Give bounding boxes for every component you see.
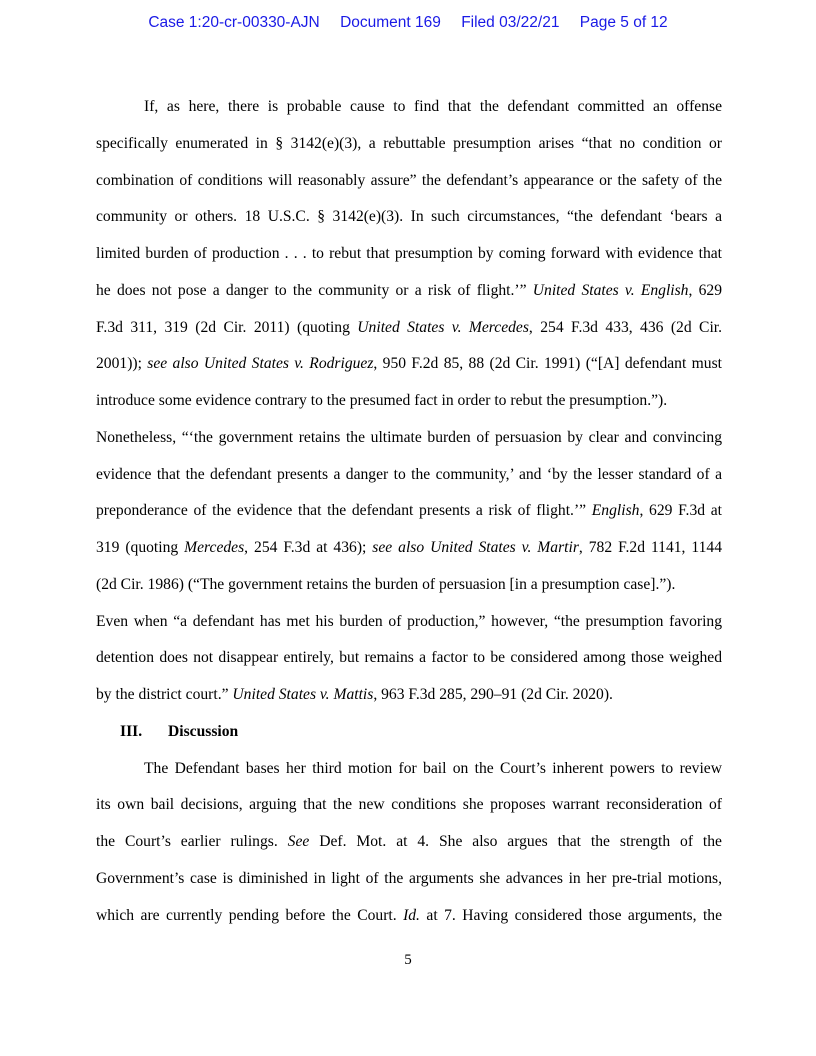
text-run: the Court’s earlier rulings. bbox=[96, 833, 288, 850]
text-run: , 950 F.2d 85, 88 (2d Cir. 1991) (“[A] defendant must bbox=[373, 355, 722, 373]
text-run: 2001)); bbox=[96, 355, 148, 373]
text-line: evidence that the defendant presents a danger to the community,’ and ‘by the lesser standard of a bbox=[96, 465, 722, 483]
section-heading bbox=[96, 714, 722, 751]
text-line bbox=[96, 530, 722, 567]
text-run: 319 (quoting bbox=[96, 539, 185, 556]
text-line: community or others. 18 U.S.C. § 3142(e)(3). In such circumstances, “the defendant ‘bears a bbox=[96, 208, 722, 226]
case-header bbox=[0, 14, 816, 32]
text-run: which are currently pending before the Court. bbox=[96, 906, 404, 924]
text-run: , 782 F.2d 1141, 1144 bbox=[578, 539, 723, 556]
filed-date: Filed 03/22/21 bbox=[461, 14, 560, 31]
text-run: Def. Mot. at 4. She also argues that the strength of the bbox=[309, 833, 722, 850]
text-line: specifically enumerated in § 3142(e)(3), a rebuttable presumption arises “that no condition or bbox=[96, 134, 722, 152]
document-body bbox=[96, 89, 722, 934]
text-line: Government’s case is diminished in light of the arguments she advances in her pre-trial motions, bbox=[96, 869, 722, 887]
text-line bbox=[96, 677, 722, 714]
text-line bbox=[96, 824, 722, 861]
signal-word: Id. bbox=[403, 906, 420, 924]
paragraph-discussion bbox=[96, 751, 722, 935]
case-citation: Mercedes bbox=[184, 539, 245, 556]
case-number: Case 1:20-cr-00330-AJN bbox=[148, 14, 320, 31]
text-line bbox=[96, 273, 722, 310]
text-run: he does not pose a danger to the community or a risk of flight.’” bbox=[96, 281, 533, 299]
text-run: at 7. Having considered those arguments, the bbox=[419, 906, 722, 924]
text-line: detention does not disappear entirely, but remains a factor to be considered among those weighed bbox=[96, 649, 722, 667]
signal-word: See bbox=[287, 833, 310, 850]
text-line bbox=[96, 346, 722, 383]
text-run: by the district court.” bbox=[96, 686, 233, 703]
case-citation: see also United States v. Martir bbox=[372, 539, 579, 556]
case-citation: United States v. Mattis bbox=[232, 686, 374, 703]
document-number: Document 169 bbox=[340, 14, 441, 31]
section-number: III. bbox=[120, 722, 143, 740]
text-line: Even when “a defendant has met his burden of production,” however, “the presumption favoring bbox=[96, 612, 722, 630]
text-line: If, as here, there is probable cause to find that the defendant committed an offense bbox=[144, 98, 722, 115]
case-citation: English bbox=[591, 502, 640, 520]
paragraph-legal-standard bbox=[96, 89, 722, 714]
text-line bbox=[96, 493, 722, 530]
page-number: 5 bbox=[404, 952, 412, 968]
text-run: , 254 F.3d at 436); bbox=[244, 539, 373, 556]
case-citation: United States v. English bbox=[532, 281, 689, 299]
text-line: its own bail decisions, arguing that the new conditions she proposes warrant reconsideration of bbox=[96, 796, 722, 814]
text-run: preponderance of the evidence that the defendant presents a risk of flight.’” bbox=[96, 502, 592, 520]
text-run: , 963 F.3d 285, 290–91 (2d Cir. 2020). bbox=[373, 686, 613, 703]
text-line: The Defendant bases her third motion for bail on the Court’s inherent powers to review bbox=[144, 759, 722, 777]
text-line: Nonetheless, “‘the government retains the ultimate burden of persuasion by clear and convincing bbox=[96, 428, 722, 446]
text-line: (2d Cir. 1986) (“The government retains the burden of persuasion [in a presumption case].”). bbox=[96, 575, 676, 593]
text-run: , 629 F.3d at bbox=[639, 502, 723, 520]
text-line: limited burden of production . . . to rebut that presumption by coming forward with evidence that bbox=[96, 245, 722, 262]
text-line bbox=[96, 310, 722, 347]
text-run: , 254 F.3d 433, 436 (2d Cir. bbox=[528, 318, 723, 336]
text-run: , 629 bbox=[688, 281, 723, 299]
text-line: combination of conditions will reasonably assure” the defendant’s appearance or the safety of the bbox=[96, 171, 722, 189]
text-run: F.3d 311, 319 (2d Cir. 2011) (quoting bbox=[96, 318, 358, 336]
case-citation: see also United States v. Rodriguez bbox=[147, 355, 374, 373]
page-indicator: Page 5 of 12 bbox=[579, 14, 668, 31]
text-line: introduce some evidence contrary to the presumed fact in order to rebut the presumption.”). bbox=[96, 392, 668, 409]
section-title: Discussion bbox=[168, 722, 239, 740]
case-citation: United States v. Mercedes bbox=[357, 318, 529, 336]
text-line bbox=[96, 898, 722, 935]
